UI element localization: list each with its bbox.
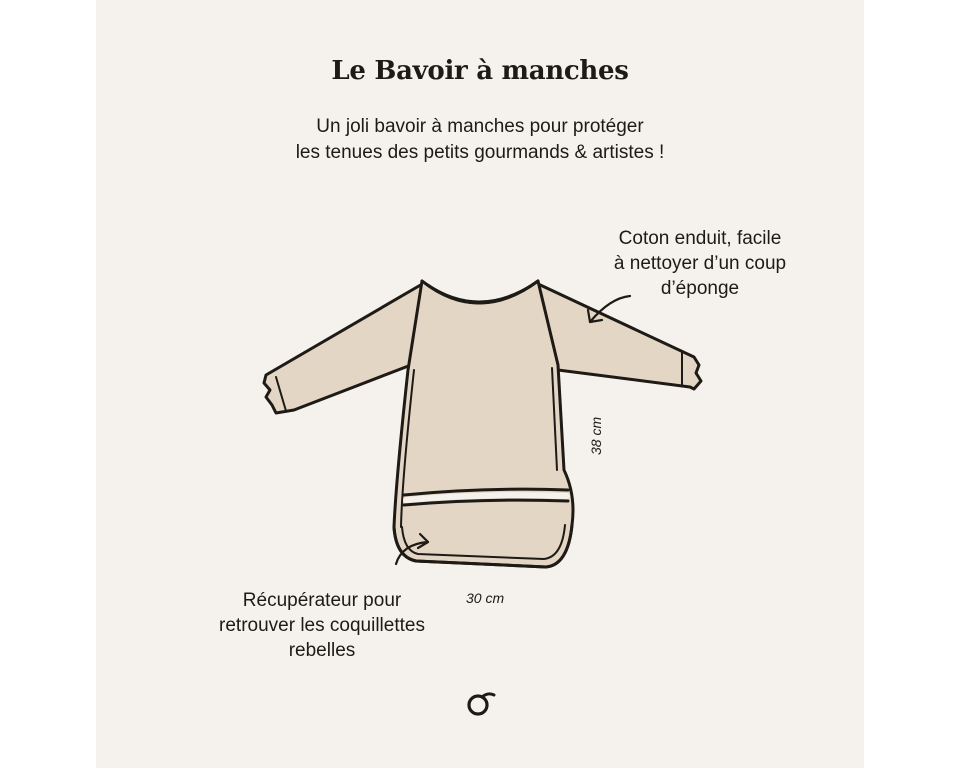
brand-monogram-icon [464,688,496,720]
annotation-cotton-line-2: à nettoyer d’un coup [613,253,787,274]
subtitle-line-2: les tenues des petits gourmands & artistes ! [295,142,665,163]
annotation-pocket-line-2: retrouver les coquillettes [219,615,425,636]
sleeved-bib-illustration [246,265,726,585]
arrow-pocket-icon [392,530,438,570]
dimension-width: 30 cm [466,590,505,606]
annotation-cotton-line-1: Coton enduit, facile [618,228,782,249]
annotation-pocket [192,588,452,663]
page-title: Le Bavoir à manches [331,56,629,86]
annotation-pocket-line-3: rebelles [288,640,356,661]
annotation-pocket-line-1: Récupérateur pour [242,590,402,611]
annotation-cotton-line-3: d’éponge [660,278,740,299]
subtitle-line-1: Un joli bavoir à manches pour protéger [316,116,644,137]
product-card [96,0,864,768]
dimension-height: 38 cm [588,416,604,455]
annotation-coated-cotton [590,226,810,301]
page-subtitle [96,114,864,166]
